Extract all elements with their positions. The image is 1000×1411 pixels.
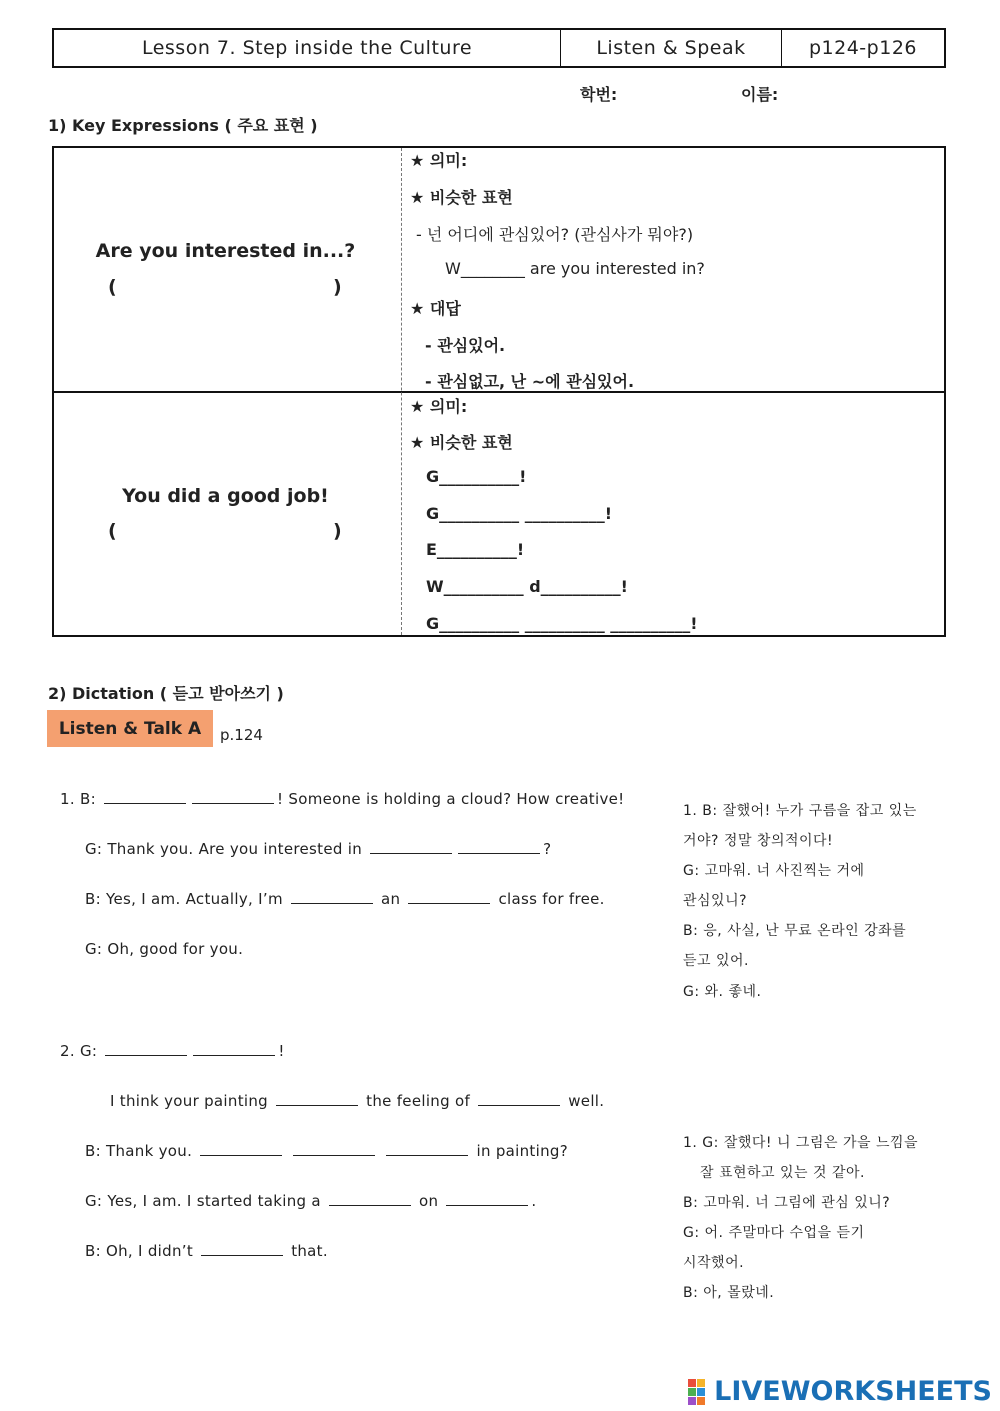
blank[interactable]: [201, 1241, 283, 1256]
kr1-line: G: 고마워. 너 사진찍는 거에: [683, 863, 865, 879]
dictation-page: p.124: [220, 726, 263, 744]
blank[interactable]: [386, 1141, 468, 1156]
dialogue2-line3: B: Thank you. in painting?: [85, 1142, 568, 1160]
expr1-meaning: ★ 의미:: [410, 151, 468, 170]
kr2-line: 잘 표현하고 있는 것 같아.: [700, 1165, 865, 1181]
expr2-line: G__________ __________!: [426, 504, 612, 523]
expr1-similar: ★ 비슷한 표현: [410, 188, 513, 207]
expression-1-paren-close: ): [333, 276, 342, 298]
blank[interactable]: [291, 889, 373, 904]
blank[interactable]: [408, 889, 490, 904]
blank[interactable]: [446, 1191, 528, 1206]
expr1-similar-kr: - 넌 어디에 관심있어? (관심사가 뭐야?): [416, 225, 694, 244]
dialogue1-line4: G: Oh, good for you.: [85, 940, 244, 958]
student-id-label: 학번:: [580, 85, 618, 104]
liveworksheets-logo: [688, 1376, 992, 1407]
kr2-line: B: 고마워. 너 그림에 관심 있니?: [683, 1195, 891, 1211]
section-title: Listen & Speak: [561, 30, 782, 66]
student-name-label: 이름:: [741, 85, 779, 104]
dialogue1-line2: G: Thank you. Are you interested in ?: [85, 840, 552, 858]
dialogue2-line1: 2. G: !: [60, 1042, 285, 1060]
kr1-line: 1. B: 잘했어! 누가 구름을 잡고 있는: [683, 803, 917, 819]
blank[interactable]: [104, 789, 186, 804]
kr1-line: 듣고 있어.: [683, 953, 749, 969]
expr2-meaning: ★ 의미:: [410, 397, 468, 416]
blank[interactable]: [329, 1191, 411, 1206]
expression-1-paren-open: (: [108, 276, 117, 298]
blank[interactable]: [200, 1141, 282, 1156]
expr1-similar-en: W________ are you interested in?: [445, 259, 705, 278]
expr2-line: G__________ __________ __________!: [426, 614, 698, 633]
listen-talk-tag: Listen & Talk A: [47, 710, 213, 747]
dialogue1-line1: 1. B: ! Someone is holding a cloud? How creative!: [60, 790, 625, 808]
dialogue2-line2: I think your painting the feeling of well.: [110, 1092, 605, 1110]
kr2-line: 1. G: 잘했다! 니 그림은 가을 느낌을: [683, 1135, 919, 1151]
blank[interactable]: [478, 1091, 560, 1106]
blank[interactable]: [370, 839, 452, 854]
lesson-title: Lesson 7. Step inside the Culture: [54, 30, 561, 66]
kr2-line: B: 아, 몰랐네.: [683, 1285, 775, 1301]
expr2-line: G__________!: [426, 467, 527, 486]
kr1-line: 거야? 정말 창의적이다!: [683, 833, 834, 849]
dictation-heading: 2) Dictation ( 듣고 받아쓰기 ): [48, 684, 284, 703]
blank[interactable]: [458, 839, 540, 854]
lesson-header: [52, 28, 946, 68]
expr1-answer: ★ 대답: [410, 299, 461, 318]
dialogue2-line5: B: Oh, I didn’t that.: [85, 1242, 328, 1260]
kr1-line: 관심있니?: [683, 893, 748, 909]
page-range: p124-p126: [808, 37, 917, 59]
liveworksheets-logo-text: LIVEWORKSHEETS: [714, 1376, 992, 1407]
liveworksheets-logo-icon: [688, 1379, 714, 1405]
blank[interactable]: [293, 1141, 375, 1156]
kr1-line: G: 와. 좋네.: [683, 984, 762, 1000]
expr2-line: W__________ d__________!: [426, 577, 628, 596]
key-expressions-heading: 1) Key Expressions ( 주요 표현 ): [48, 116, 318, 135]
dialogue1-line3: B: Yes, I am. Actually, I’m an class for free.: [85, 890, 605, 908]
kr2-line: 시작했어.: [683, 1255, 745, 1271]
blank[interactable]: [105, 1041, 187, 1056]
dialogue2-line4: G: Yes, I am. I started taking a on .: [85, 1192, 537, 1210]
expression-2-paren-open: (: [108, 520, 117, 542]
expr1-answer2: - 관심없고, 난 ~에 관심있어.: [425, 372, 635, 391]
blank[interactable]: [192, 789, 274, 804]
blank[interactable]: [276, 1091, 358, 1106]
expression-2-paren-close: ): [333, 520, 342, 542]
expr2-line: E__________!: [426, 540, 525, 559]
expression-1: Are you interested in...?: [95, 240, 356, 262]
expr1-answer1: - 관심있어.: [425, 336, 506, 355]
kr2-line: G: 어. 주말마다 수업을 듣기: [683, 1225, 865, 1241]
expression-2: You did a good job!: [122, 485, 329, 507]
blank[interactable]: [193, 1041, 275, 1056]
kr1-line: B: 응, 사실, 난 무료 온라인 강좌를: [683, 923, 907, 939]
expr2-similar: ★ 비슷한 표현: [410, 433, 513, 452]
